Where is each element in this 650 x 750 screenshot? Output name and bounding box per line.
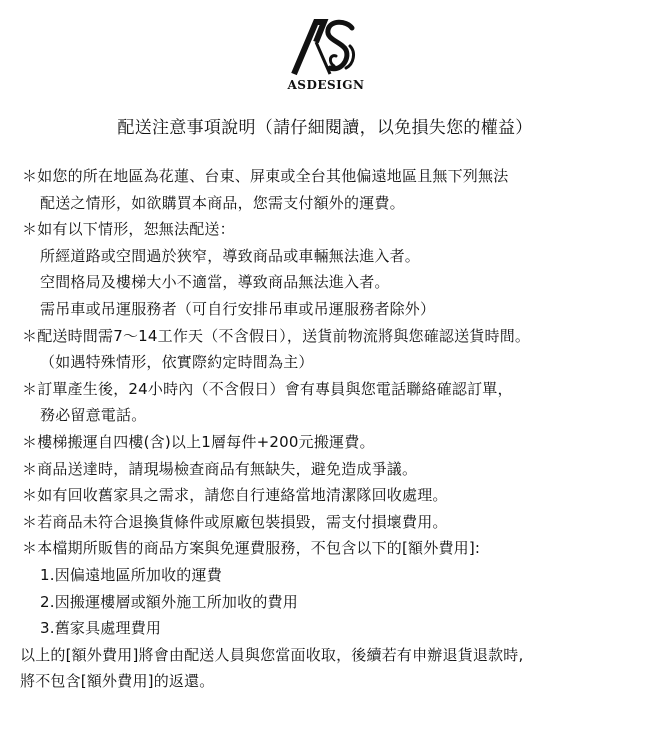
extra-fee-item: 2.因搬運樓層或額外施工所加收的費用 xyxy=(40,592,298,611)
logo-wordmark: ASDESIGN xyxy=(287,78,365,92)
extra-fee-item: 1.因偏遠地區所加收的運費 xyxy=(40,565,222,584)
note-line: 所經道路或空間過於狹窄，導致商品或車輛無法進入者。 xyxy=(40,246,421,265)
note-line: 需吊車或吊運服務者（可自行安排吊車或吊運服務者除外） xyxy=(40,299,436,318)
note-line: 務必留意電話。 xyxy=(40,406,147,425)
note-line: 配送之情形，如欲購買本商品，您需支付額外的運費。 xyxy=(40,193,405,212)
note-line: ＊如有以下情形，恕無法配送： xyxy=(22,220,235,239)
note-line: ＊本檔期所販售的商品方案與免運費服務，不包含以下的[額外費用]: xyxy=(22,539,481,558)
notes-list xyxy=(22,163,642,695)
note-line: ＊如有回收舊家具之需求，請您自行連絡當地清潔隊回收處理。 xyxy=(22,486,448,505)
extra-fee-item: 3.舊家具處理費用 xyxy=(40,619,162,638)
note-line: （如遇特殊情形，依實際約定時間為主） xyxy=(40,353,314,372)
page-title: 配送注意事項說明（請仔細閱讀，以免損失您的權益） xyxy=(117,118,533,138)
note-line: ＊如您的所在地區為花蓮、台東、屏東或全台其他偏遠地區且無下列無法 xyxy=(22,167,509,185)
note-line: 空間格局及樓梯大小不適當，導致商品無法進入者。 xyxy=(40,273,390,292)
note-line: 以上的[額外費用]將會由配送人員與您當面收取，後續若有申辦退貨退款時, xyxy=(20,645,524,664)
note-line: ＊商品送達時，請現場檢查商品有無缺失，避免造成爭議。 xyxy=(22,459,418,478)
asdesign-logo-icon xyxy=(290,18,362,76)
note-line: ＊樓梯搬運自四樓(含)以上1層每件+200元搬運費。 xyxy=(22,432,375,451)
note-line: 將不包含[額外費用]的返還。 xyxy=(20,672,215,691)
note-line: ＊若商品未符合退換貨條件或原廠包裝損毀，需支付損壞費用。 xyxy=(22,512,448,531)
note-line: ＊配送時間需7～14工作天（不含假日），送貨前物流將與您確認送貨時間。 xyxy=(22,326,531,345)
note-line: ＊訂單產生後，24小時內（不含假日）會有專員與您電話聯絡確認訂單， xyxy=(22,379,513,398)
brand-logo xyxy=(278,18,374,100)
